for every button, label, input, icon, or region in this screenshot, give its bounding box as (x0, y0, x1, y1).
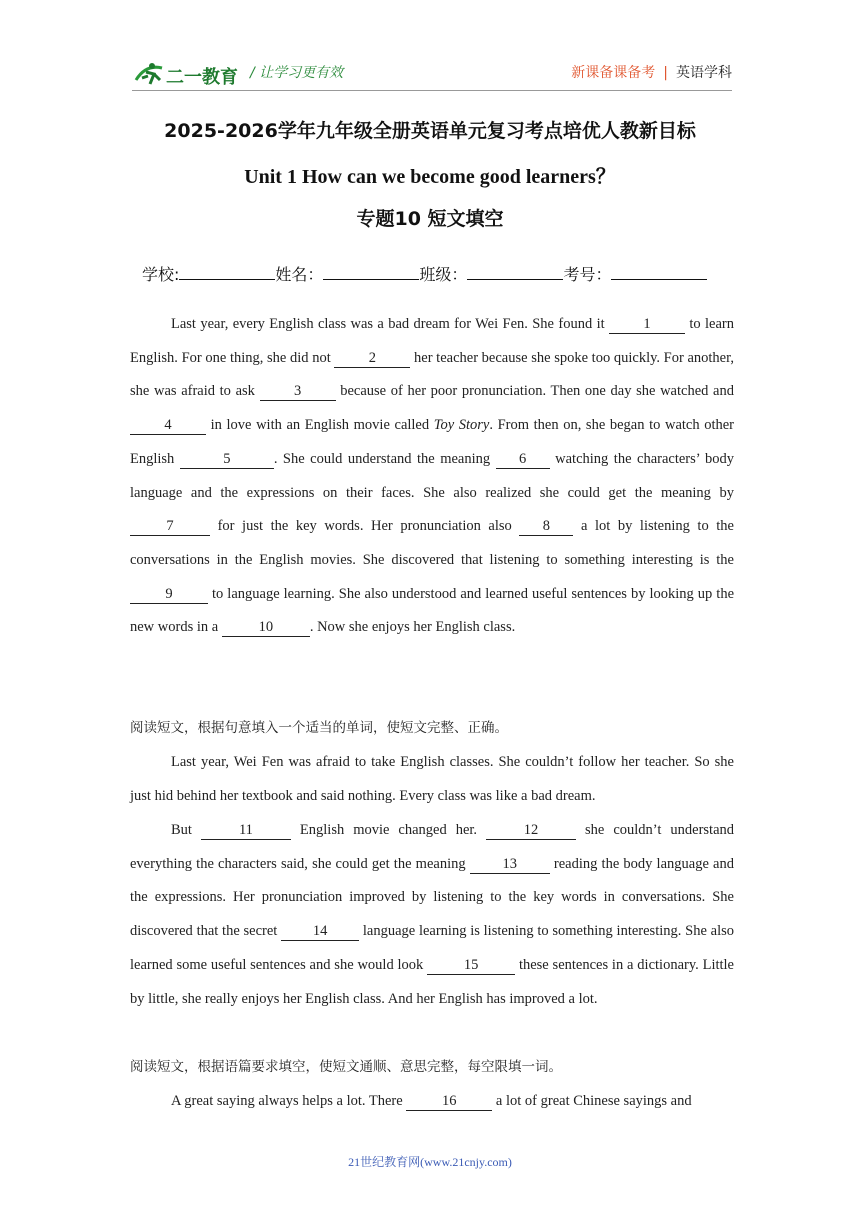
number-label: 考号： (563, 265, 612, 284)
passage-text: But (171, 822, 201, 838)
passage-text: watching the characters’ body language and the expressions on their faces. She also realized she could get the meaning by (130, 450, 735, 501)
passage-1 (130, 308, 734, 645)
page-header (132, 56, 732, 92)
passage-text: for just the key words. Her pronunciation also (210, 518, 520, 535)
instruction-3: 阅读短文，根据语篇要求填空，使短文通顺、意思完整，每空限填一词。 (130, 1059, 562, 1075)
logo-icon (132, 58, 242, 90)
instruction-2: 阅读短文，根据句意填入一个适当的单词，使短文完整、正确。 (130, 720, 508, 736)
blank-11[interactable]: 11 (201, 821, 291, 840)
passage-text: a lot by listening to the conversations in the English movies. She discovered that listening to something interesting is the (130, 518, 734, 568)
blank-7[interactable]: 7 (130, 517, 210, 536)
blank-1[interactable]: 1 (609, 315, 685, 334)
header-separator: | (663, 65, 668, 81)
blank-9[interactable]: 9 (130, 585, 208, 604)
passage-text: . From then on, she began to watch other English (130, 417, 735, 467)
name-label: 姓名： (275, 265, 324, 284)
header-slogan: / 让学习更有效 (250, 65, 344, 81)
name-blank[interactable] (323, 263, 419, 280)
blank-4[interactable]: 4 (130, 416, 206, 435)
passage-text: a lot of great Chinese sayings and (492, 1093, 692, 1109)
unit-title: Unit 1 How can we become good learners？ (244, 166, 616, 188)
passage-2-paragraph-1: Last year, Wei Fen was afraid to take English classes. She couldn’t follow her teacher. So she just hid behind her textbook and said nothing. Every class was like a bad dream. (130, 754, 734, 804)
class-blank[interactable] (467, 263, 563, 280)
blank-15[interactable]: 15 (427, 956, 515, 975)
blank-6[interactable]: 6 (496, 450, 550, 469)
school-label: 学校: (142, 265, 180, 284)
passage-text: reading the body language and the expressions. Her pronunciation improved by listening to the key words in conversations. She discovered that the secret (130, 855, 734, 940)
passage-text: in love with an English movie called (206, 417, 434, 434)
passage-3 (130, 1085, 734, 1119)
blank-14[interactable]: 14 (281, 922, 359, 941)
header-right (571, 62, 732, 82)
passage-text: language learning is listening to something interesting. She also learned some useful sentences and she would look (130, 923, 735, 973)
movie-title: Toy Story (433, 417, 490, 434)
blank-13[interactable]: 13 (470, 855, 550, 874)
blank-3[interactable]: 3 (260, 382, 336, 401)
logo-text: 二一教育 (166, 67, 238, 88)
passage-text: because of her poor pronunciation. Then one day she watched and (335, 383, 734, 400)
passage-text: she couldn’t understand everything the characters said, she could get the meaning (130, 822, 734, 872)
blank-16[interactable]: 16 (406, 1092, 492, 1111)
blank-10[interactable]: 10 (222, 618, 310, 637)
blank-5[interactable]: 5 (180, 450, 274, 469)
passage-text: these sentences in a dictionary. Little by little, she really enjoys her English class. And her English has improved a lot. (130, 956, 734, 1007)
passage-text: English movie changed her. (290, 822, 487, 838)
passage-text: . She could understand the meaning (273, 450, 496, 467)
document-title: 2025-2026学年九年级全册英语单元复习考点培优人教新目标 (164, 120, 696, 142)
passage-text: to learn English. For one thing, she did not (130, 316, 734, 366)
passage-text: . Now she enjoys her English class. (309, 619, 516, 636)
class-label: 班级： (419, 265, 468, 284)
blank-2[interactable]: 2 (334, 349, 410, 368)
number-blank[interactable] (611, 263, 707, 280)
header-subject-label: 英语学科 (676, 65, 732, 81)
header-divider (132, 90, 732, 91)
page-footer[interactable]: 21世纪教育网(www.21cnjy.com) (348, 1155, 512, 1169)
blank-12[interactable]: 12 (486, 821, 576, 840)
passage-text: A great saying always helps a lot. There (171, 1093, 407, 1109)
header-course-label: 新课备课备考 (571, 65, 656, 81)
passage-2-paragraph-2 (130, 814, 734, 1016)
school-blank[interactable] (179, 263, 275, 280)
blank-8[interactable]: 8 (519, 517, 573, 536)
passage-text: to language learning. She also understood and learned useful sentences by looking up the new words in a (130, 585, 734, 636)
passage-text: Last year, every English class was a bad dream for Wei Fen. She found it (171, 316, 609, 332)
passage-text: her teacher because she spoke too quickly. For another, she was afraid to ask (130, 349, 734, 400)
topic-title: 专题10 短文填空 (356, 208, 504, 230)
student-info-row (142, 262, 707, 285)
